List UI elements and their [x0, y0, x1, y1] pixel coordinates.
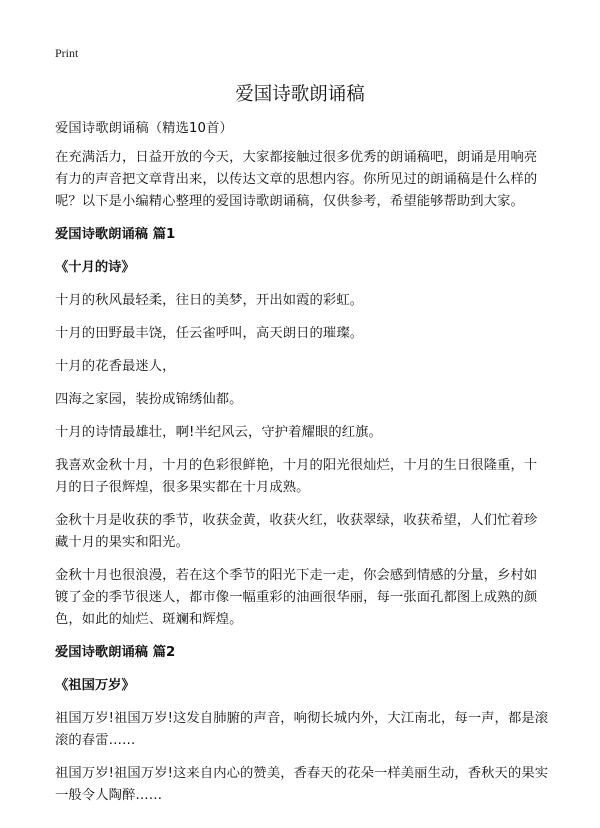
poem-paragraph: 祖国万岁!祖国万岁!这来自内心的赞美，香春天的花朵一样美丽生动，香秋天的果实一般令人陶醉……: [55, 766, 549, 803]
document-body: [55, 118, 550, 807]
section-heading: 爱国诗歌朗诵稿 篇2: [55, 645, 176, 660]
poem-paragraph: 金秋十月是收获的季节，收获金黄，收获火红，收获翠绿，收获希望，人们忙着珍藏十月的果实和阳光。: [55, 513, 538, 550]
poem-paragraph: 四海之家园，装扮成锦绣仙都。: [55, 392, 243, 407]
poem-paragraph: 十月的秋风最轻柔，往日的美梦，开出如霞的彩虹。: [55, 293, 364, 308]
poem-paragraph: 十月的田野最丰饶，任云雀呼叫，高天朗日的璀璨。: [55, 326, 364, 341]
poem-paragraph: 我喜欢金秋十月，十月的色彩很鲜艳，十月的阳光很灿烂，十月的生日很隆重，十月的日子很辉煌，很多果实都在十月成熟。: [55, 458, 538, 495]
document-title: 爱国诗歌朗诵稿: [235, 84, 365, 105]
document-subtitle: 爱国诗歌朗诵稿（精选10首）: [55, 121, 233, 136]
poem-paragraph: 金秋十月也很浪漫，若在这个季节的阳光下走一走，你会感到情感的分量，乡村如镀了金的季节很迷人，都市像一幅重彩的油画很华丽，每一张面孔都图上成熟的颜色，如此的灿烂、斑斓和辉煌。: [55, 568, 538, 627]
poem-paragraph: 祖国万岁!祖国万岁!这发自肺腑的声音，响彻长城内外，大江南北，每一声，都是滚滚的春雷……: [55, 711, 549, 748]
poem-paragraph: 十月的花香最迷人，: [55, 359, 176, 374]
intro-paragraph: 在充满活力，日益开放的今天，大家都接触过很多优秀的朗诵稿吧，朗诵是用响亮有力的声音把文章背出来，以传达文章的思想内容。你所见过的朗诵稿是什么样的呢？以下是小编精心整理的爱国诗歌朗诵稿，仅供参考，希望能够帮助到大家。: [55, 150, 538, 209]
section-heading: 爱国诗歌朗诵稿 篇1: [55, 227, 176, 242]
print-label[interactable]: Print: [55, 46, 79, 60]
poem-title: 《祖国万岁》: [55, 678, 135, 693]
poem-title: 《十月的诗》: [55, 260, 135, 275]
poem-paragraph: 十月的诗情最雄壮，啊!半纪风云，守护着耀眼的红旗。: [55, 425, 382, 440]
